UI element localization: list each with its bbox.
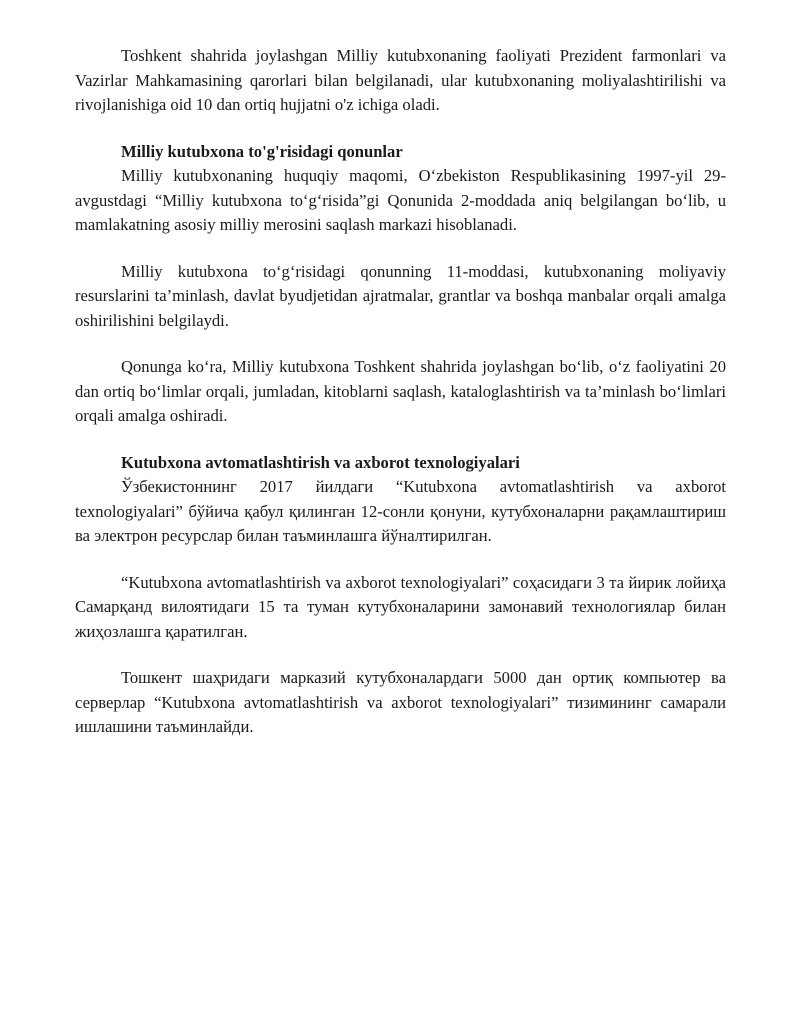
document-page — [75, 44, 726, 740]
automation-paragraph-3: Тошкент шаҳридаги марказий кутубхоналардаги 5000 дан ортиқ компьютер ва серверлар “Kutubxona avtomatlashtirish va axborot texnologiyalari” тизимининг самарали ишлашини таъминлайди. — [75, 668, 726, 736]
laws-paragraph-1: Milliy kutubxonaning huquqiy maqomi, O‘zbekiston Respublikasining 1997-yil 29-avgustdagi “Milliy kutubxona to‘g‘risida”gi Qonunida 2-moddada aniq belgilangan bo‘lib, u mamlakatning asosiy milliy merosini saqlash markazi hisoblanadi. — [75, 166, 726, 234]
laws-paragraph-2: Milliy kutubxona to‘g‘risidagi qonunning 11-moddasi, kutubxonaning moliyaviy resurslarini ta’minlash, davlat byudjetidan ajratmalar, grantlar va boshqa manbalar orqali amalga oshirilishini belgilaydi. — [75, 261, 726, 330]
automation-paragraph-1: Ўзбекистоннинг 2017 йилдаги “Kutubxona avtomatlashtirish va axborot texnologiyalari” бўйича қабул қилинган 12-сонли қонуни, кутубхоналарни рақамлаштириш ва электрон ресурслар билан таъминлашга йўналтирилган. — [75, 477, 726, 545]
spacer — [75, 333, 726, 355]
laws-paragraph-3: Qonunga ko‘ra, Milliy kutubxona Toshkent shahrida joylashgan bo‘lib, o‘z faoliyatini 20 dan ortiq bo‘limlar orqali, jumladan, kitoblarni saqlash, kataloglashtirish va ta’minlash bo‘limlari orqali amalga oshiradi. — [75, 357, 726, 425]
spacer — [75, 118, 726, 140]
intro-paragraph: Toshkent shahrida joylashgan Milliy kutubxonaning faoliyati Prezident farmonlari va Vazirlar Mahkamasining qarorlari bilan belgilanadi, ular kutubxonaning moliyalashtirilishi va rivojlanishiga oid 10 dan ortiq hujjatni o'z ichiga oladi. — [75, 46, 726, 114]
spacer — [75, 429, 726, 451]
spacer — [75, 238, 726, 260]
spacer — [75, 644, 726, 666]
section-heading-laws: Milliy kutubxona to'g'risidagi qonunlar — [121, 141, 403, 161]
automation-paragraph-2: “Kutubxona avtomatlashtirish va axborot texnologiyalari” соҳасидаги 3 та йирик лойиҳа Самарқанд вилоятидаги 15 та туман кутубхоналарини замонавий технологиялар билан жиҳозлашга қаратилган. — [75, 572, 726, 641]
spacer — [75, 549, 726, 571]
section-heading-automation: Kutubxona avtomatlashtirish va axborot texnologiyalari — [121, 452, 520, 472]
